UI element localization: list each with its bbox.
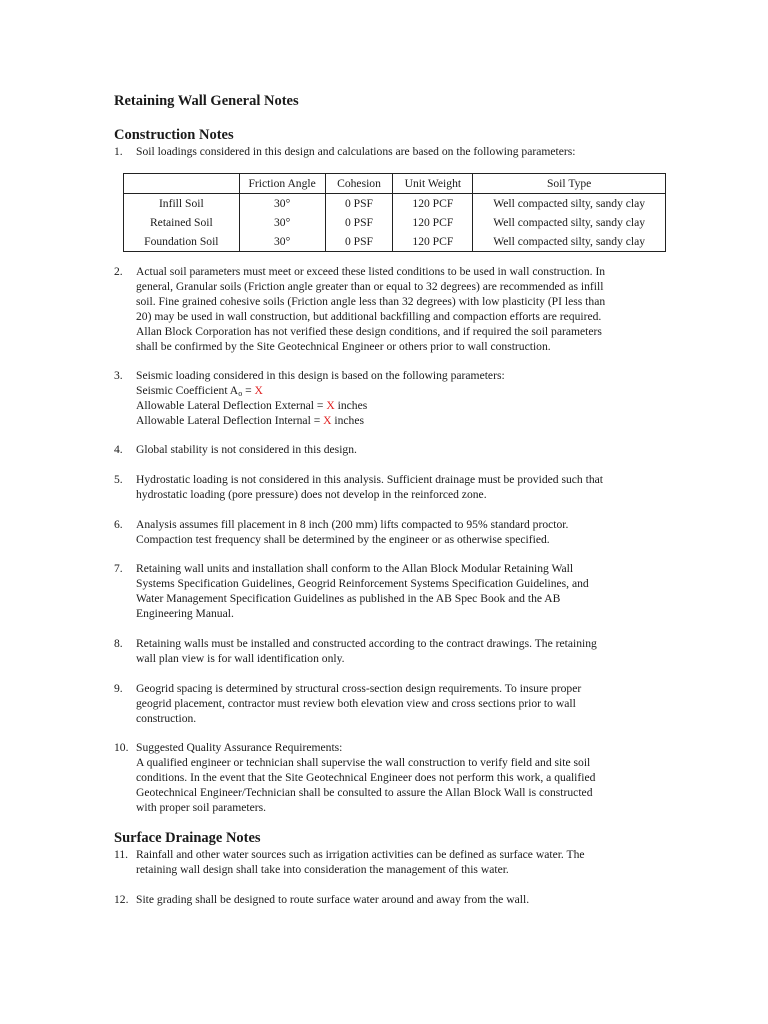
external-deflection-label: Allowable Lateral Deflection External = bbox=[136, 399, 327, 412]
note-9 bbox=[114, 681, 654, 726]
note-1 bbox=[114, 144, 654, 159]
note-number: 12. bbox=[114, 893, 129, 906]
table-cell: 120 PCF bbox=[393, 213, 473, 232]
note-line: Allan Block Corporation has not verified these design conditions, and if required the soil parameters bbox=[136, 325, 602, 338]
document-title: Retaining Wall General Notes bbox=[114, 93, 299, 109]
note-line: Suggested Quality Assurance Requirements: bbox=[136, 741, 343, 754]
equals-sign: = bbox=[242, 384, 255, 397]
note-number: 6. bbox=[114, 518, 123, 531]
note-line: wall plan view is for wall identification only. bbox=[136, 652, 345, 665]
note-number: 7. bbox=[114, 562, 123, 575]
table-cell: 120 PCF bbox=[393, 232, 473, 252]
table-row bbox=[124, 213, 666, 232]
note-line: geogrid placement, contractor must review both elevation view and cross sections prior to wall bbox=[136, 697, 576, 710]
note-number: 4. bbox=[114, 443, 123, 456]
note-line: shall be confirmed by the Site Geotechnical Engineer or others prior to wall construction. bbox=[136, 340, 551, 353]
note-8 bbox=[114, 636, 654, 666]
note-line: Hydrostatic loading is not considered in this analysis. Sufficient drainage must be provided such that bbox=[136, 473, 603, 486]
unit-label: inches bbox=[331, 414, 365, 427]
external-deflection-line bbox=[136, 398, 654, 413]
note-number: 2. bbox=[114, 265, 123, 278]
note-line: Analysis assumes fill placement in 8 inch (200 mm) lifts compacted to 95% standard proctor. bbox=[136, 518, 569, 531]
table-header-cell: Unit Weight bbox=[393, 174, 473, 194]
note-line: Global stability is not considered in this design. bbox=[136, 443, 357, 456]
note-number: 8. bbox=[114, 637, 123, 650]
note-7 bbox=[114, 561, 654, 621]
note-number: 10. bbox=[114, 741, 129, 754]
note-line: Engineering Manual. bbox=[136, 607, 234, 620]
external-deflection-placeholder: X bbox=[326, 399, 335, 412]
note-line: Seismic loading considered in this design is based on the following parameters: bbox=[136, 369, 505, 382]
table-header-cell: Soil Type bbox=[473, 174, 666, 194]
note-line: Site grading shall be designed to route surface water around and away from the wall. bbox=[136, 893, 530, 906]
note-line: Rainfall and other water sources such as irrigation activities can be defined as surface water. The bbox=[136, 848, 585, 861]
table-cell: Well compacted silty, sandy clay bbox=[473, 232, 666, 252]
note-3 bbox=[114, 368, 654, 428]
note-line: retaining wall design shall take into consideration the management of this water. bbox=[136, 863, 509, 876]
table-row bbox=[124, 232, 666, 252]
table-cell: 30° bbox=[239, 213, 325, 232]
note-number: 5. bbox=[114, 473, 123, 486]
note-6 bbox=[114, 517, 654, 547]
note-line: hydrostatic loading (pore pressure) does not develop in the reinforced zone. bbox=[136, 488, 487, 501]
internal-deflection-line bbox=[136, 413, 654, 428]
table-cell: Infill Soil bbox=[124, 194, 240, 214]
note-line: Systems Specification Guidelines, Geogrid Reinforcement Systems Specification Guidelines, and bbox=[136, 577, 589, 590]
table-cell: 120 PCF bbox=[393, 194, 473, 214]
note-11 bbox=[114, 847, 654, 877]
table-cell: 0 PSF bbox=[325, 213, 393, 232]
table-cell: 0 PSF bbox=[325, 194, 393, 214]
note-number: 3. bbox=[114, 369, 123, 382]
note-text: Soil loadings considered in this design and calculations are based on the following parameters: bbox=[136, 145, 576, 158]
note-line: construction. bbox=[136, 712, 197, 725]
note-4 bbox=[114, 442, 654, 457]
table-cell: Foundation Soil bbox=[124, 232, 240, 252]
table-cell: Well compacted silty, sandy clay bbox=[473, 213, 666, 232]
table-row bbox=[124, 194, 666, 214]
internal-deflection-placeholder: X bbox=[323, 414, 332, 427]
note-2 bbox=[114, 264, 654, 354]
internal-deflection-label: Allowable Lateral Deflection Internal = bbox=[136, 414, 324, 427]
note-line: conditions. In the event that the Site Geotechnical Engineer does not perform this work, a qualified bbox=[136, 771, 596, 784]
seismic-coefficient-subscript: o bbox=[238, 389, 243, 398]
table-cell: Well compacted silty, sandy clay bbox=[473, 194, 666, 214]
note-line: Geotechnical Engineer/Technician shall be consulted to assure the Allan Block Wall is constructed bbox=[136, 786, 593, 799]
table-cell: 0 PSF bbox=[325, 232, 393, 252]
note-5 bbox=[114, 472, 654, 502]
seismic-coefficient-label: Seismic Coefficient A bbox=[136, 384, 239, 397]
construction-notes-heading: Construction Notes bbox=[114, 127, 234, 143]
note-number: 11. bbox=[114, 848, 129, 861]
note-number: 1. bbox=[114, 145, 123, 158]
table-header-cell: Cohesion bbox=[325, 174, 393, 194]
note-line: with proper soil parameters. bbox=[136, 801, 267, 814]
surface-drainage-notes-heading: Surface Drainage Notes bbox=[114, 830, 261, 846]
note-10 bbox=[114, 740, 654, 815]
note-line: soil. Fine grained cohesive soils (Friction angle less than 32 degrees) with low plasticity (PI less than bbox=[136, 295, 606, 308]
table-cell: 30° bbox=[239, 194, 325, 214]
seismic-coefficient-line bbox=[136, 383, 654, 398]
note-line: A qualified engineer or technician shall supervise the wall construction to verify field and site soil bbox=[136, 756, 591, 769]
note-12 bbox=[114, 892, 654, 907]
table-header-cell bbox=[124, 174, 240, 194]
note-number: 9. bbox=[114, 682, 123, 695]
table-header-row bbox=[124, 174, 666, 194]
note-line: Retaining wall units and installation shall conform to the Allan Block Modular Retaining Wall bbox=[136, 562, 574, 575]
note-line: Water Management Specification Guidelines as published in the AB Spec Book and the AB bbox=[136, 592, 561, 605]
note-line: Retaining walls must be installed and constructed according to the contract drawings. The retaining bbox=[136, 637, 597, 650]
seismic-coefficient-placeholder: X bbox=[254, 384, 263, 397]
note-line: Geogrid spacing is determined by structural cross-section design requirements. To insure proper bbox=[136, 682, 582, 695]
soil-parameters-table bbox=[123, 173, 666, 252]
table-cell: Retained Soil bbox=[124, 213, 240, 232]
table-cell: 30° bbox=[239, 232, 325, 252]
note-line: 20) may be used in wall construction, but additional backfilling and compaction efforts are required. bbox=[136, 310, 602, 323]
note-line: general, Granular soils (Friction angle greater than or equal to 32 degrees) are recommended as infill bbox=[136, 280, 604, 293]
note-line: Actual soil parameters must meet or exceed these listed conditions to be used in wall construction. In bbox=[136, 265, 606, 278]
table-header-cell: Friction Angle bbox=[239, 174, 325, 194]
unit-label: inches bbox=[334, 399, 368, 412]
note-line: Compaction test frequency shall be determined by the engineer or as otherwise specified. bbox=[136, 533, 550, 546]
